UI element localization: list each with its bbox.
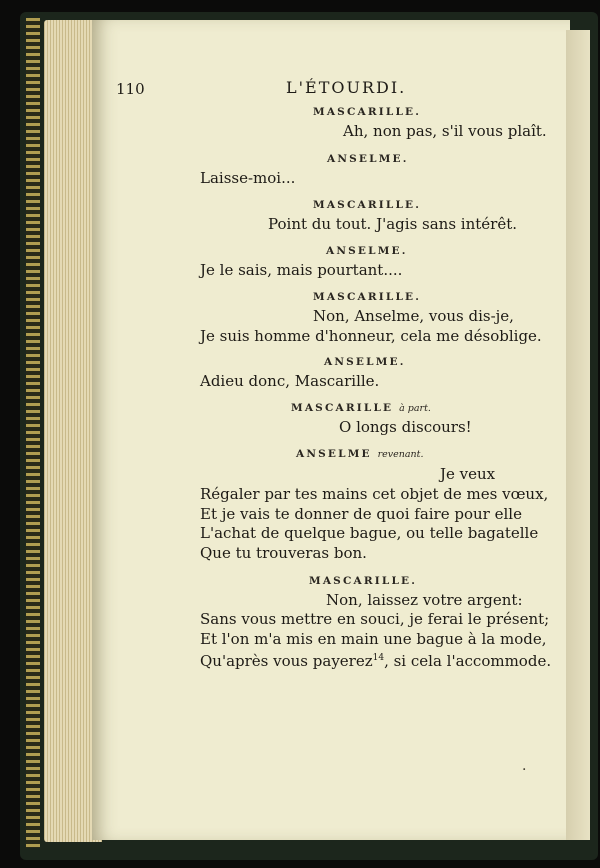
- verse-line: [200, 649, 551, 670]
- speaker-mascarille-4: MASCARILLE.: [309, 575, 418, 587]
- speaker-anselme-2: ANSELME.: [326, 245, 408, 257]
- verse-line: Et l'on m'a mis en main une bague à la mode,: [200, 630, 547, 648]
- speaker-mascarille-aside: [291, 399, 431, 418]
- speaker-mascarille-2: MASCARILLE.: [313, 199, 422, 211]
- speaker-name: ANSELME: [296, 448, 372, 460]
- stage-direction: revenant.: [377, 449, 424, 460]
- verse-line: Que tu trouveras bon.: [200, 544, 367, 562]
- page-number: 110: [116, 80, 145, 98]
- book-page: [92, 20, 570, 840]
- verse-line: Ah, non pas, s'il vous plaît.: [343, 122, 547, 140]
- running-title: L'ÉTOURDI.: [286, 78, 407, 97]
- verse-line: Et je vais te donner de quoi faire pour elle: [200, 505, 522, 523]
- verse-line: Je suis homme d'honneur, cela me désoblige.: [200, 327, 542, 345]
- speaker-anselme-1: ANSELME.: [327, 153, 409, 165]
- speaker-mascarille-3: MASCARILLE.: [313, 291, 422, 303]
- verse-line: Sans vous mettre en souci, je ferai le présent;: [200, 610, 550, 628]
- verse-line: Je veux: [440, 465, 496, 483]
- verse-line: O longs discours!: [339, 418, 472, 436]
- stage-direction: à part.: [399, 403, 431, 414]
- speaker-name: MASCARILLE: [291, 402, 394, 414]
- speaker-mascarille-1: MASCARILLE.: [313, 106, 422, 118]
- verse-line: Je le sais, mais pourtant....: [200, 261, 403, 279]
- verse-line: Non, laissez votre argent:: [326, 591, 523, 609]
- gilt-border: [26, 18, 40, 848]
- verse-line: Non, Anselme, vous dis-je,: [313, 307, 514, 325]
- verse-line: Laisse-moi...: [200, 169, 296, 187]
- speaker-anselme-3: ANSELME.: [324, 356, 406, 368]
- printer-mark: ·: [522, 762, 527, 778]
- verse-text: , si cela l'accommode.: [384, 652, 552, 670]
- verse-line: Adieu donc, Mascarille.: [200, 372, 380, 390]
- speaker-anselme-returning: [296, 445, 424, 464]
- footnote-marker: 14: [372, 653, 385, 663]
- facing-page-edge: [566, 30, 590, 840]
- verse-text: Qu'après vous payerez: [200, 652, 373, 670]
- verse-line: Régaler par tes mains cet objet de mes vœux,: [200, 485, 549, 503]
- verse-line: Point du tout. J'agis sans intérêt.: [268, 215, 518, 233]
- verse-line: L'achat de quelque bague, ou telle bagatelle: [200, 524, 539, 542]
